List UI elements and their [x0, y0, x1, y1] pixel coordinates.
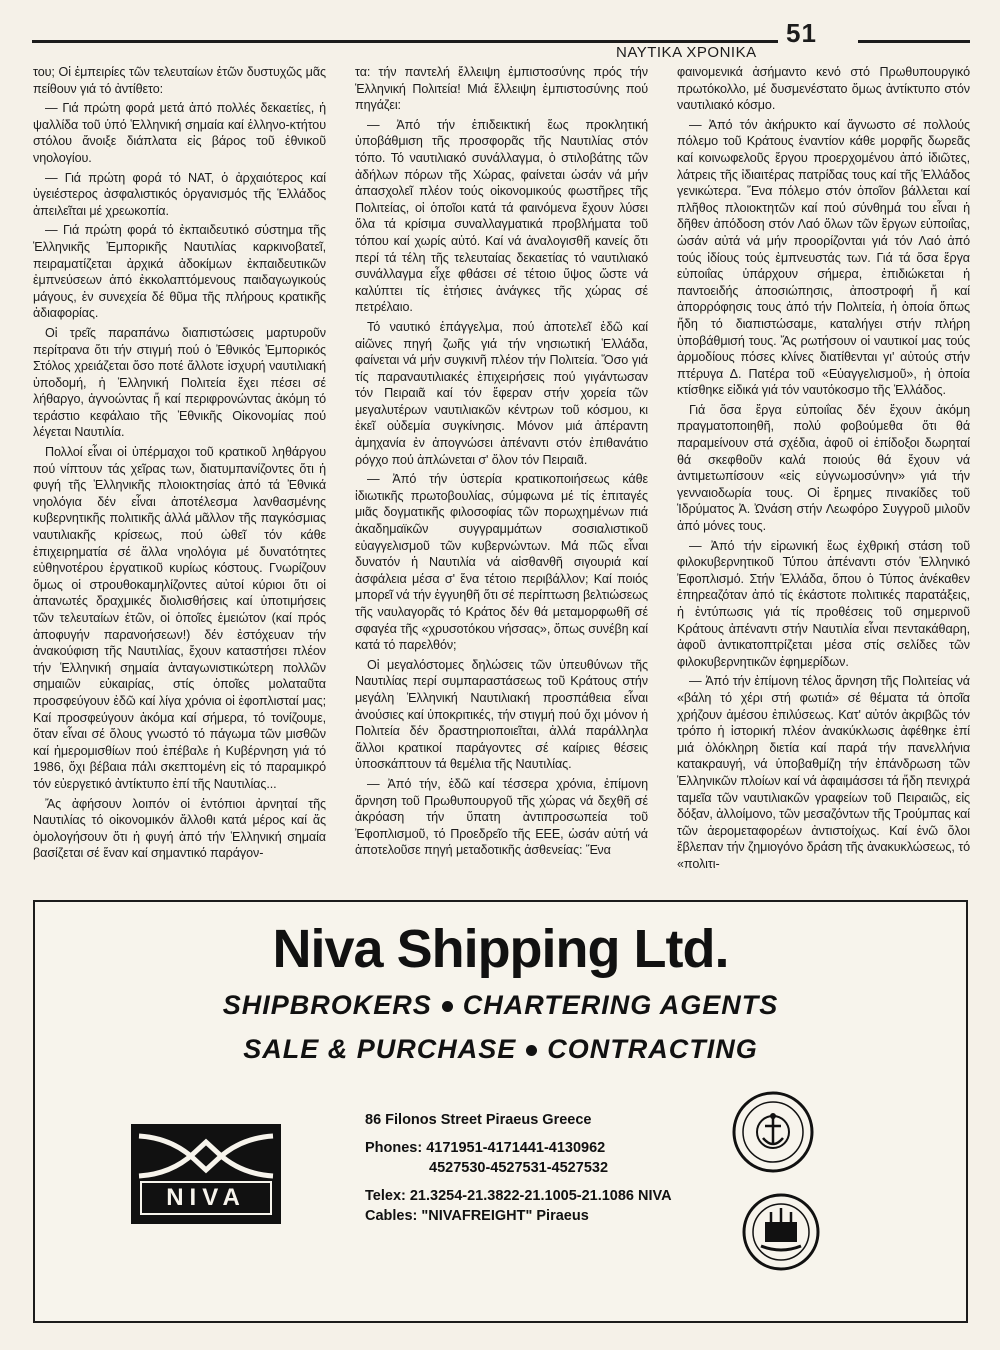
- ad-service-sale-purchase: SALE & PURCHASE: [243, 1034, 517, 1064]
- bullet-dot-icon: [442, 1001, 453, 1012]
- ad-service-chartering: CHARTERING AGENTS: [462, 990, 779, 1020]
- ad-service-shipbrokers: SHIPBROKERS: [222, 990, 432, 1020]
- header-rule-left: [32, 40, 778, 43]
- paragraph: φαινομενικά ἀσήμαντο κενό στό Πρωθυπουργικό πρωτόκολλο, μέ δυσμενέστατο ὅμως ἀντίκτυπο στόν ναυτιλιακό κόσμο.: [677, 65, 970, 113]
- chamber-seal-icon: [741, 1192, 821, 1272]
- ad-contact-block: [365, 1110, 672, 1226]
- ad-address: 86 Filonos Street Piraeus Greece: [365, 1112, 592, 1128]
- bullet-dot-icon: [526, 1045, 537, 1056]
- paragraph: Τό ναυτικό ἐπάγγελμα, πού ἀποτελεῖ ἐδῶ καί αἰῶνες πηγή ζωῆς γιά τήν νησιωτική Ἑλλάδα, φαίνεται νά μήν συγκινῆ πλέον τήν Πολιτεία. Ὅσο γιά τίς παραναυτιλιακές ἐπιχειρήσεις πού γιγάντωσαν τόν Πειραιᾶ καί τόν ἔφεραν στήν χορεία τῶν μεγαλυτέρων ναυτιλιακῶν κέντρων τοῦ κόσμου, κι ἐκεῖ οὐδεμία συγκίνησις. Μόνον μιά ἀπέραντη ἀμηχανία ἐν ἀπογνώσει ἀπέναντι στόν ἐπιθανάτιο ρόγχο πού ἁπλώνεται σ' ὅλον τόν Πειραιᾶ.: [355, 319, 648, 467]
- paragraph: Γιά ὅσα ἔργα εὐποιΐας δέν ἔχουν ἀκόμη πραγματοποιηθῆ, πολύ φοβούμεθα ὅτι θά παραμείνουν στά σχέδια, ἀφοῦ οἱ ἐπίδοξοι δωρηταί θά σκεφθοῦν καλά ποιούς θά ἔχουν νά ἀντιμετωπίσουν «εἰς εὐγνωμοσύνην» γιά τήν γενναιοδωρία τους. Οἱ ἔρημες πινακίδες τοῦ Ἱδρύματος Ἀ. Ὠνάση στήν Λεωφόρο Συγγροῦ μιλοῦν ἀπό μόνες τους.: [677, 402, 970, 534]
- page-number: 51: [786, 18, 817, 48]
- paragraph: τα: τήν παντελή ἔλλειψη ἐμπιστοσύνης πρός τήν Ἑλληνική Πολιτεία! Μιά ἔλλειψη ἐμπιστοσύνης πού πηγάζει:: [355, 65, 648, 113]
- paragraph: Πολλοί εἶναι οἱ ὑπέρμαχοι τοῦ κρατικοῦ ληθάργου πού νίπτουν τάς χεῖρας των, διατυμπανίζοντες ὅτι ἡ φυγή τῆς Ἑλληνικῆς πλοιοκτησίας ἀπό τά Ἐθνικά νηολόγια δέν εἶναι ἀποτέλεσμα λανθασμένης κυβερνητικῆς πολιτικῆς ἀλλά μᾶλλον τῆς παγκόσμιας ναυτιλιακῆς κρίσεως, πού ὠθεῖ τόν κάθε ἐπιχειρηματία σέ ἄλλα νηολόγια μέ δυνατότητες εὐθηνοτέρου ἐργατικοῦ κυρίως κόστους. Γνωρίζουν ὅμως οἱ στρουθοκαμηλίζοντες αὐτοί κύριοι ὅτι οἱ ἀπανωτές δραχμικές διολισθήσεις καί ὑποτιμήσεις τῶν τελευταίων ἐτῶν, οἱ ὁποῖες ἐμειώτον (καί πρός ἀποφυγήν παρανοήσεων!) δέν ἐστόχευαν τήν ἀνακούφιση τῆς Ναυτιλίας, ἔχουν καταστήσει πλέον τήν Ἑλληνική σημαία ἀνταγωνιστικώτερη πολλῶν σημαιῶν εὐκαιρίας, στίς ὁποῖες μολαταῦτα προσφεύγουν ἐδῶ καί λίγα χρόνια οἱ ἐφοπλισταί μας; Καί προσφεύγουν ἀκόμα καί σήμερα, τό τονίζουμε, ὅταν εἶναι σέ ὅλους γνωστό τό πάγωμα τῶν μισθῶν καί ἡμερομισθίων πού ἐπέβαλε ἡ Κυβέρνηση γιά τό 1986, ὅχι βέβαια πάλι σκεπτομένη εἰς τό παραμικρό τόν εὐεργετικό ἀντίκτυπο ἐπί τῆς Ναυτιλίας...: [33, 445, 326, 791]
- magazine-name: ΝΑΥΤΙΚΑ ΧΡΟΝΙΚΑ: [616, 44, 757, 61]
- ad-service-contracting: CONTRACTING: [547, 1034, 758, 1064]
- paragraph: — Γιά πρώτη φορά τό ΝΑΤ, ὁ ἀρχαιότερος καί ὑγειέστερος ἀσφαλιστικός ὀργανισμός τῆς Ἑλλάδος ἀπειλεῖται μέ χρεωκοπία.: [33, 170, 326, 218]
- article-column-1: [33, 64, 326, 890]
- ad-phones-2: 4527530-4527531-4527532: [429, 1160, 609, 1176]
- ad-services-line-1: [35, 990, 966, 1021]
- niva-shipping-advertisement: [33, 900, 968, 1323]
- ad-services-line-2: [35, 1034, 966, 1065]
- niva-logo: [131, 1124, 281, 1224]
- paragraph: Οἱ τρεῖς παραπάνω διαπιστώσεις μαρτυροῦν περίτρανα ὅτι τήν στιγμή πού ὁ Ἐθνικός Ἐμπορικός Στόλος χρειάζεται ὅσο ποτέ ἄλλοτε ἰσχυρή ναυτιλιακή ὑποδομή, ἡ Ἑλληνική Πολιτεία ἔχει πέσει σέ λήθαργο, ἀγνοώντας ἤ καί περιφρονώντας ἀκόμη τό τεράστιο κεφάλαιο τῆς Ἐθνικῆς Οἰκονομίας πού λέγεται Ναυτιλία.: [33, 325, 326, 440]
- header-rule-right: [858, 40, 970, 43]
- paragraph: — Ἀπό τήν, ἐδῶ καί τέσσερα χρόνια, ἐπίμονη ἄρνηση τοῦ Πρωθυπουργοῦ τῆς χώρας νά δεχθῆ σέ ἀκρόαση τήν ὕπατη ἀντιπροσωπεία τοῦ Ἐφοπλισμοῦ, τό Προεδρεῖο τῆς ΕΕΕ, ὡσάν αὐτή νά ἀποτελοῦσε πηγή μεταδοτικῆς ἀσθενείας: Ἕνα: [355, 776, 648, 858]
- paragraph: — Γιά πρώτη φορά μετά ἀπό πολλές δεκαετίες, ἡ ψαλλίδα τοῦ ὑπό Ἑλληνική σημαία καί ἑλληνο-κτήτου στόλου ἄνοιξε διάπλατα εἰς βάρος τοῦ ἐθνικοῦ νηολογίου.: [33, 101, 326, 165]
- niva-logo-text: NIVA: [166, 1184, 246, 1211]
- ad-telex: Telex: 21.3254-21.3822-21.1005-21.1086 NIVA: [365, 1188, 672, 1204]
- paragraph: Ἄς ἀφήσουν λοιπόν οἱ ἐντόπιοι ἀρνηταί τῆς Ναυτιλίας τό οἰκονομικόν ἄλλοθι κατά μέρος καί ἄς ὁμολογήσουν ὅτι ἡ φυγή ἀπό τήν Ἑλληνική σημαία βασίζεται σέ ἕναν καί σημαντικό παράγον-: [33, 796, 326, 861]
- paragraph: — Ἀπό τήν εἰρωνική ἕως ἐχθρική στάση τοῦ φιλοκυβερνητικοῦ Τύπου ἀπέναντι στόν Ἑλληνικό Ἐφοπλισμό. Στήν Ἑλλάδα, ὅπου ὁ Τύπος ἀνέκαθεν ἐπηρεαζόταν ἀπό τίς ἑκάστοτε πολιτικές παρατάξεις, ἡ ἐντύπωσις γιά τίς προθέσεις τοῦ σημερινοῦ Κράτους ἀπέναντι στήν Ναυτιλία εἶναι πεντακάθαρη, ἀφοῦ ἀντικατοπτρίζεται μέσα στίς σελίδες τῶν φιλοκυβερνητικῶν ἐφημερίδων.: [677, 538, 970, 669]
- paragraph: — Ἀπό τήν ἐπιδεικτική ἕως προκλητική ὑποβάθμιση τῆς προσφορᾶς τῆς Ναυτιλίας στόν τόπο. Τό ναυτιλιακό συνάλλαγμα, ὁ στιλοβάτης τῶν ἀδήλων πόρων τῆς Χώρας, φαίνεται ὡσάν νά μήν ἀπασχολεῖ πλέον τούς οἰκονομικούς φωστῆρες τῆς Πολιτείας, οἱ ὁποῖοι κατά τά φαινόμενα ἔχουν λύσει ὅλα τά κρίσιμα συναλλαγματικά προβλήματα τοῦ τόπου καί χωρίς αὐτό. Καί νά ἀναλογισθῆ κανείς ὅτι περί τά τέλη τῆς τελευταίας δεκαετίας τό ναυτιλιακό συνάλλαγμα εἶχε φθάσει σέ τέτοιο ὕψος ὥστε νά καλύπτει τίς ἐτήσιες ἀνάγκες τῆς χώρας σέ πετρέλαιο.: [355, 117, 648, 315]
- article-column-3: [677, 64, 970, 890]
- shipbrokers-association-seal-icon: [731, 1090, 815, 1174]
- ad-company-name: Niva Shipping Ltd.: [272, 919, 729, 979]
- paragraph: — Γιά πρώτη φορά τό ἐκπαιδευτικό σύστημα τῆς Ἑλληνικῆς Ἐμπορικῆς Ναυτιλίας καρκινοβατεῖ, πειραματίζεται ἀρχικά ἀδοκίμων ἐκπαιδευτικῶν ἐμπνεύσεων ἀπό ἐκκολαπτόμενους παιδαγωγικούς μάγους, ἐν συνεχεία δέ θῦμα τῆς πλήρους κρατικῆς ἀδιαφορίας.: [33, 223, 326, 321]
- paragraph: — Ἀπό τήν ἐπίμονη τέλος ἄρνηση τῆς Πολιτείας νά «βάλη τό χέρι στή φωτιά» σέ θέματα τά ὁποῖα χρήζουν ἀμέσου ἐπιλύσεως. Κατ' αὐτόν ἀκριβῶς τόν τρόπο ἡ ἱστορική πλέον ἀνακύκλωσις ἀφέθηκε ἐπί μιά ὁλόκληρη διετία καί παρά τήν πανελλήνια κατακραυγή, νά ὑποβαθμίζη τήν ἐπάνδρωση τῶν Ἑλληνικῶν πλοίων καί νά ἀφαιμάσσει τά ἤδη πενιχρά ταμεῖα τῶν ναυτιλιακῶν γραφείων τοῦ Πειραιῶς, εἰς δόξαν, ἀλλοίμονο, τῶν μεσαζόντων τῆς Τρούμπας καί τῶν ἀερομεταφορέων ἀντιστοίχως. Καί ἐνῶ ὅλοι ἔβλεπαν τήν ζημιογόνο δράση τῆς ἀνακυκλώσεως, τό «πολιτι-: [677, 674, 970, 871]
- paragraph: — Ἀπό τόν ἀκήρυκτο καί ἄγνωστο σέ πολλούς πόλεμο τοῦ Κράτους ἐναντίον κάθε μορφῆς δωρεᾶς καί κοινωφελοῦς ἔργου προερχομένου ἀπό ἰδιῶτες, λάτρεις τῆς ἰδιαιτέρας πατρίδας τους καί τῆς Ἑλλάδος γενικώτερα. Ἕνα πόλεμο στόν ὁποῖον βάλλεται καί πλῆθος πλοιοκτητῶν καί πού σύνθημά του εἶναι ἡ δῆθεν ἀπόδοση στόν Λαό ὅλων τῶν ἔργων εὐποιΐας, ὡσάν αὐτά νά μήν προορίζονται γιά τόν Λαό ἀπό τούς ἰδίους τούς ἐμπνευστάς των. Γιά τά ὅσα ἔργα εὐποιΐας ὑπάρχουν σήμερα, ἐπιδιώκεται ἡ παντοειδής ἀποσιώπησις, ἀποστροφή ἤ καί ἀπορρόφησις τους ἀπό τήν Πολιτεία, ἡ ὁποία ὅπως ἤδη τό διαπιστώσαμε, καταλήγει στήν πλήρη ὑποβάθμισή τους. Ἄς ρωτήσουν οἱ ναυτικοί μας τούς ἁρμοδίους πόσες κλίνες διατίθενται γι' αὐτούς στήν πτέρυγα Δ. Πατέρα τοῦ «Εὐαγγελισμοῦ», ἡ ὁποία κτίσθηκε εἰδικά γιά τόν ναυτόκοσμο τῆς Ἑλλάδος.: [677, 117, 970, 398]
- ad-cables: Cables: "NIVAFREIGHT" Piraeus: [365, 1208, 589, 1224]
- article-column-2: [355, 64, 648, 890]
- paragraph: — Ἀπό τήν ὑστερία κρατικοποιήσεως κάθε ἰδιωτικῆς πρωτοβουλίας, σύμφωνα μέ τίς ἐπιταγές μιᾶς δογματικῆς φιλοσοφίας τῶν πορωχημένων πιά ἀκαδημαϊκῶν συγγραμμάτων σοσιαλιστικοῦ εὐαγγελισμοῦ τῶν κυβερνώντων. Μά πῶς εἶναι δυνατόν ἡ Ναυτιλία νά αἰσθανθῆ σιγουριά καί ἀσφάλεια μέσα σ' ἕνα τέτοιο περιβάλλον; Καί ποιός μπορεῖ νά τήν ἐγγυηθῆ ὅτι σέ περίπτωση βελτιώσεως τῆς ναυλαγορᾶς τό Κράτος δέν θά μεταμορφωθῆ σέ σφαγέα τῆς «χρυσοτόκου νήσσας», ὅπως συνέβη καί κατά τό παρελθόν;: [355, 472, 648, 653]
- article-body: [33, 64, 970, 890]
- ad-phones-1: Phones: 4171951-4171441-4130962: [365, 1140, 606, 1156]
- paragraph: Οἱ μεγαλόστομες δηλώσεις τῶν ὑπευθύνων τῆς Ναυτιλίας περί συμπαραστάσεως τοῦ Κράτους στήν μεγάλη Ἑλληνική Ναυτιλιακή προσπάθεια εἶναι ἀνούσιες καί ὑποκριτικές, τήν στιγμή πού ὄχι μόνον ἡ Πολιτεία δέν δραστηριοποιεῖται, ἀλλά παράλληλα ἄλλοι κρατικοί παράγοντες σέ καίριες θέσεις ὑποσκάπτουν τά θεμέλια τῆς Ναυτιλίας.: [355, 657, 648, 772]
- paragraph: του; Οἱ ἐμπειρίες τῶν τελευταίων ἐτῶν δυστυχῶς μᾶς πείθουν γιά τό ἀντίθετο:: [33, 65, 326, 96]
